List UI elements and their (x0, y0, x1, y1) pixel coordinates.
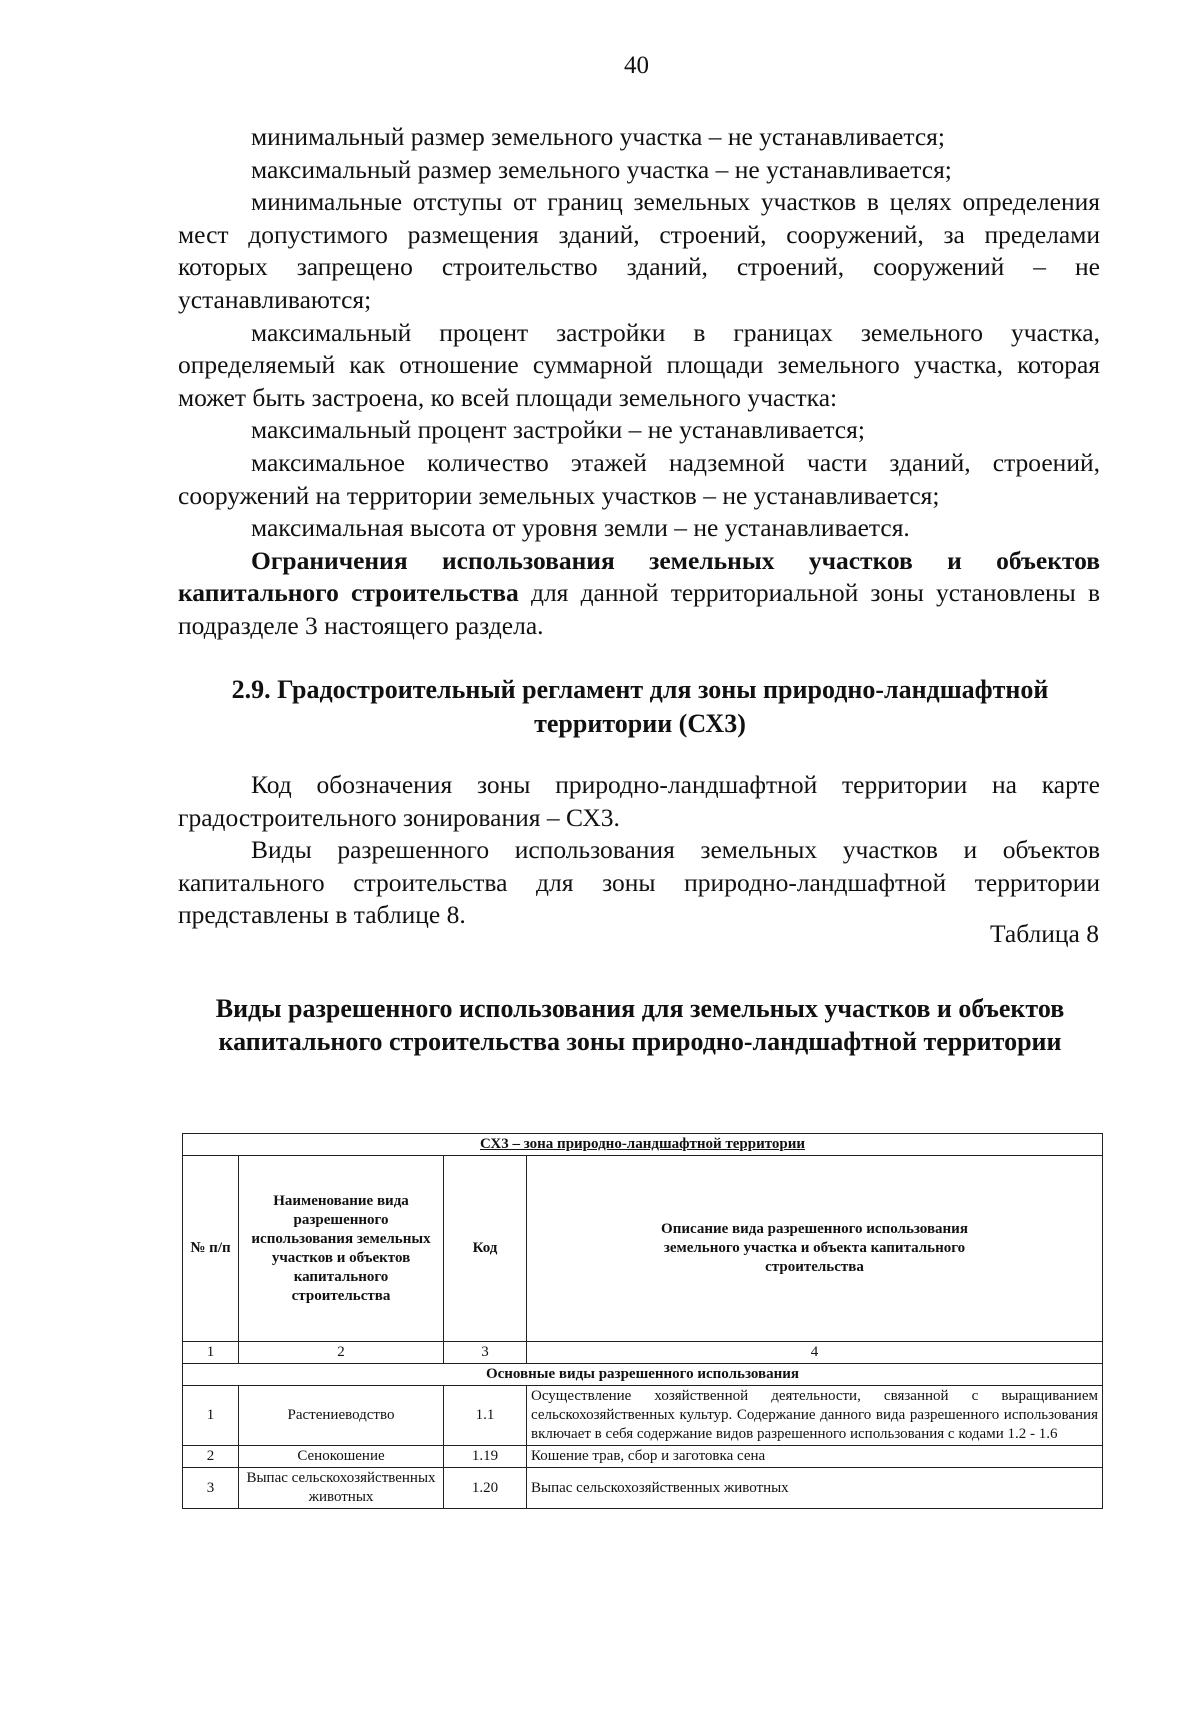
paragraph-table-intro: Виды разрешенного использования земельных участков и объектов капитального строительства для зоны природно-ландшафтной территории представлены в таблице 8. (178, 835, 1100, 930)
intro-text (178, 769, 1100, 932)
row-num: 3 (183, 1468, 239, 1509)
row-code: 1.20 (444, 1468, 527, 1509)
col-header-code: Код (444, 1156, 527, 1342)
col-number: 2 (239, 1342, 444, 1364)
restrictions-rest: для данной территориальной зоны установлены в подразделе 3 настоящего раздела. (178, 578, 1100, 640)
column-header-row (183, 1156, 1103, 1342)
col-number: 1 (183, 1342, 239, 1364)
section-header: Основные виды разрешенного использования (183, 1364, 1103, 1386)
permitted-use-table (182, 1133, 1103, 1509)
row-code: 1.19 (444, 1446, 527, 1468)
zone-header: СХ3 – зона природно-ландшафтной территории (183, 1134, 1103, 1156)
col-header-desc: Описание вида разрешенного использования земельного участка и объекта капитального строительства (527, 1156, 1103, 1342)
paragraph-zone-code: Код обозначения зоны природно-ландшафтной территории на карте градостроительного зонирования – СХ3. (178, 770, 1100, 832)
col-header-name: Наименование вида разрешенного использования земельных участков и объектов капитального строительства (239, 1156, 444, 1342)
paragraph-max-percent: максимальный процент застройки – не устанавливается; (251, 415, 865, 445)
paragraph-restrictions (178, 545, 1100, 643)
page-number: 40 (624, 52, 649, 79)
row-name: Выпас сельскохозяйственных животных (239, 1468, 444, 1509)
paragraph-build-percent: максимальный процент застройки в границах земельного участка, определяемый как отношение суммарной площади земельного участка, которая может быть застроена, ко всей площади земельного участка: (178, 317, 1100, 412)
parameters-text (178, 121, 1100, 643)
restrictions-bold: Ограничения использования земельных участков и объектов капитального строительства (178, 545, 1100, 608)
table-title: Виды разрешенного использования для земельных участков и объектов капитального строительства зоны природно-ландшафтной территории (215, 994, 1065, 1056)
table-row (183, 1446, 1103, 1468)
table-caption: Таблица 8 (989, 919, 1099, 948)
row-name: Растениеводство (239, 1386, 444, 1446)
col-number: 4 (527, 1342, 1103, 1364)
row-desc: Кошение трав, сбор и заготовка сена (527, 1446, 1103, 1468)
row-desc: Выпас сельскохозяйственных животных (527, 1468, 1103, 1509)
section-header-row (183, 1364, 1103, 1386)
col-number: 3 (444, 1342, 527, 1364)
row-code: 1.1 (444, 1386, 527, 1446)
paragraph-max-size: максимальный размер земельного участка – не устанавливается; (251, 154, 952, 184)
col-header-num: № п/п (183, 1156, 239, 1342)
row-num: 1 (183, 1386, 239, 1446)
paragraph-setbacks: минимальные отступы от границ земельных участков в целях определения мест допустимого размещения зданий, строений, сооружений, за пределами которых запрещено строительство зданий, строений, сооружений – не устанавливаются; (178, 187, 1100, 314)
section-title: 2.9. Градостроительный регламент для зоны природно-ландшафтной территории (СХ3) (231, 675, 1049, 738)
table-row (183, 1386, 1103, 1446)
paragraph-min-size: минимальный размер земельного участка – не устанавливается; (251, 122, 945, 151)
row-name: Сенокошение (239, 1446, 444, 1468)
row-num: 2 (183, 1446, 239, 1468)
paragraph-floors: максимальное количество этажей надземной части зданий, строений, сооружений на территории земельных участков – не устанавливается; (178, 447, 1100, 510)
paragraph-height: максимальная высота от уровня земли – не устанавливается. (251, 513, 910, 543)
table-row (183, 1468, 1103, 1509)
row-desc: Осуществление хозяйственной деятельности, связанной с выращиванием сельскохозяйственных культур. Содержание данного вида разрешенного использования включает в себя содержание видов разрешенного использования с кодами 1.2 - 1.6 (527, 1386, 1103, 1446)
column-number-row (183, 1342, 1103, 1364)
zone-header-row (183, 1134, 1103, 1156)
